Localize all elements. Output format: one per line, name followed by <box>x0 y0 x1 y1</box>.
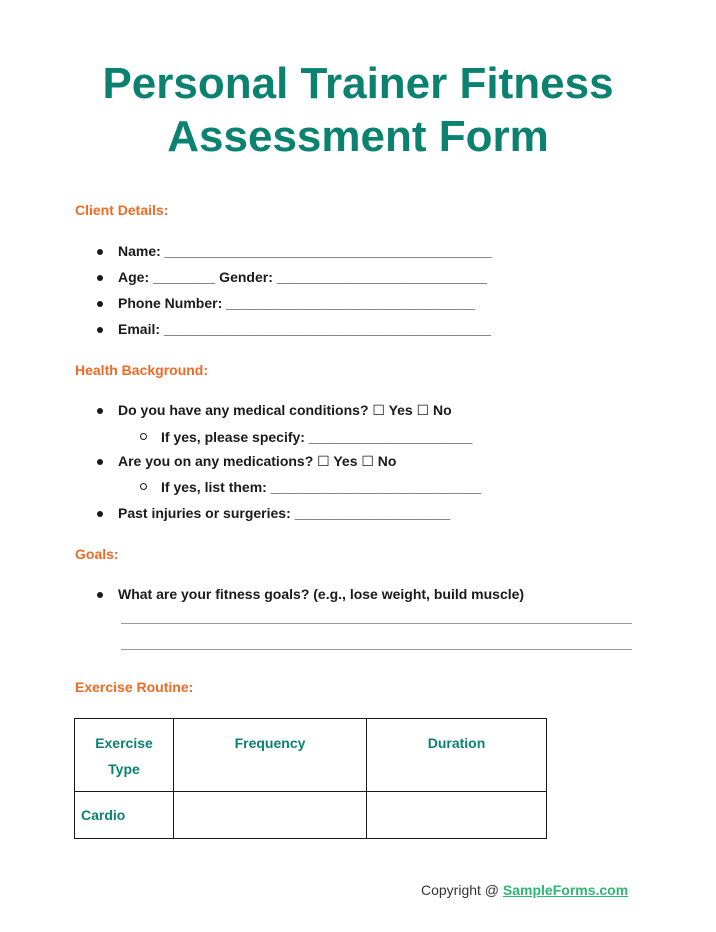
page-title <box>0 57 716 163</box>
exercise-routine-table <box>74 718 547 839</box>
column-header-frequency: Frequency <box>174 719 367 792</box>
bullet-icon <box>97 592 103 598</box>
bullet-icon <box>97 408 103 414</box>
column-header-duration: Duration <box>367 719 547 792</box>
title-line-2: Assessment Form <box>167 112 549 161</box>
goals-heading: Goals: <box>75 546 119 562</box>
medical-conditions-question[interactable]: Do you have any medical conditions? ☐ Yes ☐ No <box>118 402 452 418</box>
copyright-footer <box>421 882 628 898</box>
column-header-label: Exercise Type <box>95 735 153 777</box>
bullet-icon <box>97 249 103 255</box>
goals-answer-line-2[interactable] <box>121 649 632 650</box>
injuries-field[interactable]: Past injuries or surgeries: ____________________ <box>118 505 451 521</box>
phone-field[interactable]: Phone Number: ________________________________ <box>118 295 476 311</box>
title-line-1: Personal Trainer Fitness <box>102 59 614 108</box>
duration-cell[interactable] <box>367 792 547 839</box>
medications-list-field[interactable]: If yes, list them: ___________________________ <box>161 479 481 495</box>
column-header-exercise-type <box>75 719 174 792</box>
medical-conditions-specify-field[interactable]: If yes, please specify: _____________________ <box>161 429 473 445</box>
health-background-heading: Health Background: <box>75 362 209 378</box>
client-details-heading: Client Details: <box>75 202 169 218</box>
sampleforms-link[interactable]: SampleForms.com <box>502 882 629 898</box>
table-header-row <box>75 719 547 792</box>
exercise-routine-heading: Exercise Routine: <box>75 679 194 695</box>
email-field[interactable]: Email: __________________________________________ <box>118 321 491 337</box>
bullet-icon <box>97 275 103 281</box>
exercise-type-cell: Cardio <box>75 792 174 839</box>
frequency-cell[interactable] <box>174 792 367 839</box>
name-field[interactable]: Name: __________________________________________ <box>118 243 492 259</box>
bullet-icon <box>97 301 103 307</box>
copyright-text: Copyright @ <box>421 882 503 898</box>
bullet-icon <box>97 511 103 517</box>
goals-answer-line-1[interactable] <box>121 623 632 624</box>
fitness-goals-question: What are your fitness goals? (e.g., lose weight, build muscle) <box>118 586 525 602</box>
sub-bullet-icon <box>140 483 147 490</box>
table-row <box>75 792 547 839</box>
bullet-icon <box>97 459 103 465</box>
age-gender-field[interactable]: Age: ________ Gender: ___________________________ <box>118 269 487 285</box>
sub-bullet-icon <box>140 433 147 440</box>
medications-question[interactable]: Are you on any medications? ☐ Yes ☐ No <box>118 453 397 469</box>
bullet-icon <box>97 327 103 333</box>
